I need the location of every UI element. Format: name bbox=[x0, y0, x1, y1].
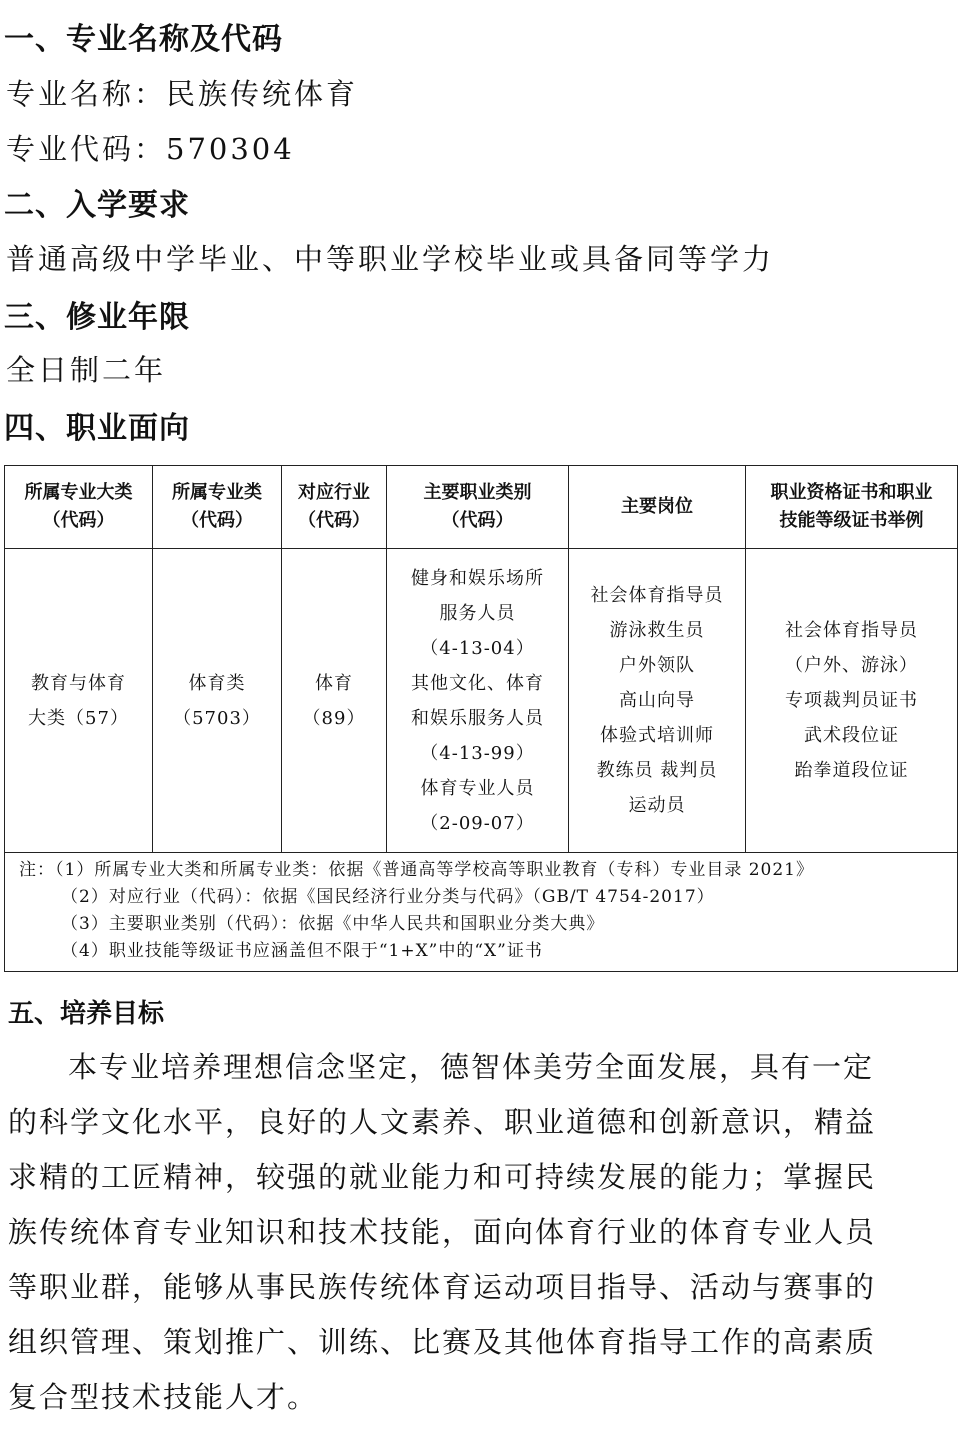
note-line: （3）主要职业类别（代码）：依据《中华人民共和国职业分类大典》 bbox=[61, 914, 605, 934]
table-notes-row bbox=[5, 853, 958, 972]
note-line: （2）对应行业（代码）：依据《国民经济行业分类与代码》（GB/T 4754-2017） bbox=[61, 887, 715, 907]
major-name-line: 专业名称：民族传统体育 bbox=[6, 77, 359, 111]
table-cell: 教育与体育 大类（57） bbox=[5, 549, 153, 853]
table-notes bbox=[5, 853, 958, 972]
table-cell: 体育类 （5703） bbox=[153, 549, 282, 853]
header-cell: 所属专业大类 （代码） bbox=[5, 466, 153, 549]
header-cell: 主要职业类别 （代码） bbox=[387, 466, 569, 549]
major-code-line: 专业代码：570304 bbox=[6, 132, 295, 166]
note-line: 注：（1）所属专业大类和所属专业类：依据《普通高等学校高等职业教育（专科）专业目录 2021》 bbox=[19, 860, 814, 880]
table-cell: 社会体育指导员 （户外、游泳） 专项裁判员证书 武术段位证 跆拳道段位证 bbox=[746, 549, 958, 853]
table-cell: 社会体育指导员 游泳救生员 户外领队 高山向导 体验式培训师 教练员 裁判员 运动员 bbox=[569, 549, 746, 853]
header-cell: 主要岗位 bbox=[569, 466, 746, 549]
note-line: （4）职业技能等级证书应涵盖但不限于“1+X”中的“X”证书 bbox=[61, 941, 543, 961]
section-2-heading: 二、入学要求 bbox=[4, 188, 190, 223]
table-cell: 体育 （89） bbox=[282, 549, 387, 853]
training-objective-paragraph: 本专业培养理想信念坚定，德智体美劳全面发展，具有一定 的科学文化水平，良好的人文素养、职业道德和创新意识，精益 求精的工匠精神，较强的就业能力和可持续发展的能力；掌握民 族传统体育专业知识和技术技能，面向体育行业的体育专业人员 等职业群，能够从事民族传统体育运动项目指导、活动与赛事的 组织管理、策划推广、训练、比赛及其他体育指导工作的高素质 复合型技术技能人才。 bbox=[8, 1050, 877, 1414]
admission-requirement: 普通高级中学毕业、中等职业学校毕业或具备同等学力 bbox=[6, 242, 775, 276]
table-header-row bbox=[5, 466, 958, 549]
study-duration: 全日制二年 bbox=[6, 353, 167, 387]
section-1-heading: 一、专业名称及代码 bbox=[4, 22, 283, 57]
section-3-heading: 三、修业年限 bbox=[4, 300, 190, 335]
section-4-heading: 四、职业面向 bbox=[4, 411, 190, 446]
header-cell: 职业资格证书和职业 技能等级证书举例 bbox=[746, 466, 958, 549]
occupation-table bbox=[4, 465, 958, 972]
table-cell: 健身和娱乐场所 服务人员 （4-13-04） 其他文化、体育 和娱乐服务人员 （4-13-99） 体育专业人员 （2-09-07） bbox=[387, 549, 569, 853]
section-5-heading: 五、培养目标 bbox=[8, 999, 165, 1029]
header-cell: 所属专业类 （代码） bbox=[153, 466, 282, 549]
header-cell: 对应行业 （代码） bbox=[282, 466, 387, 549]
table-row bbox=[5, 549, 958, 853]
